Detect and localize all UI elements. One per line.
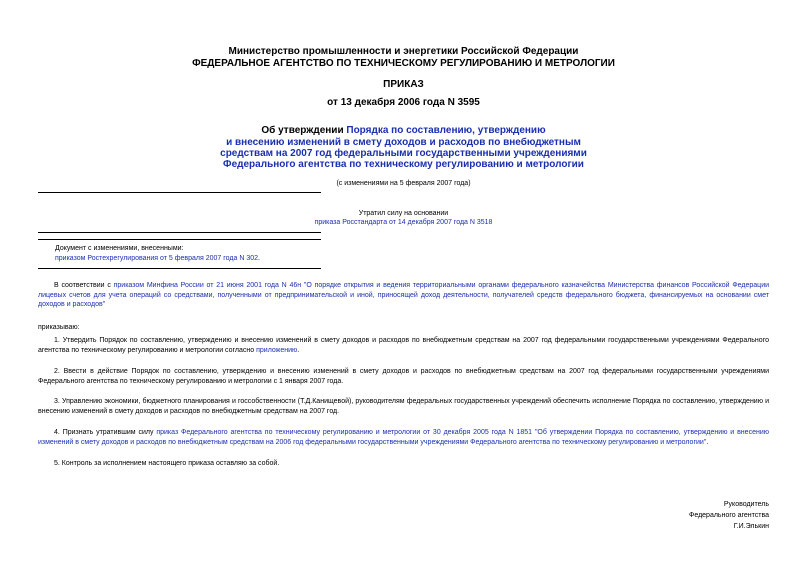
signature-role-1: Руководитель [723,501,769,508]
changes-tail: . [258,255,260,262]
item-4-tail: . [706,438,709,446]
divider [38,232,321,233]
divider [38,192,321,193]
document-title-line3[interactable]: средствам на 2007 год федеральными государственными учреждениями [220,148,587,159]
item-1-text: 1. Утвердить Порядок по составлению, утверждению и внесению изменений в смету доходов и расходов по внебюджетным средствам на 2007 год федеральными государственными учреждениями Федерального агентства по техническому регулированию и метрологии согласно [38,337,769,354]
document-title-line4[interactable]: Федерального агентства по техническому регулированию и метрологии [223,159,584,170]
changes-order-link[interactable]: приказом Ростехрегулирования от 5 февраля 2007 года N 302 [55,255,258,262]
order-item-5 [38,459,769,469]
changes-entry [55,254,260,263]
changes-label: Документ с изменениями, внесенными: [55,245,184,252]
item-2-text: 2. Ввести в действие Порядок по составлению, утверждению и внесению изменений в смету доходов и расходов по внебюджетным средствам на 2007 год федеральными государственными учреждениями Федерального агентства по техническому регулированию и метрологии с 1 января 2007 года. [38,368,769,385]
document-date-number: от 13 декабря 2006 года N 3595 [327,97,480,108]
item-4-text: 4. Признать утратившим силу [54,429,157,436]
amendments-note: (с изменениями на 5 февраля 2007 года) [336,180,471,187]
signature-name: Г.И.Элькин [733,523,769,530]
status-line: Утратил силу на основании [358,210,449,217]
order-item-3 [38,397,769,416]
order-item-1 [38,336,769,355]
preamble-text: В соответствии с [54,282,114,289]
divider [38,239,321,240]
divider [38,268,321,269]
repealed-order-link[interactable]: приказ Федерального агентства по техническому регулированию и метрологии от 30 декабря 2005 года N 1851 "Об утверждении Порядка по составлению, утверждению и внесению изменений в смету доходов и расходов по внебюджетным средствам на 2006 год федеральными государственными учреждениями Федерального агентства по техническому регулированию и метрологии" [38,429,769,446]
orders-word: приказываю: [38,324,80,331]
document-type: ПРИКАЗ [383,79,424,90]
item-3-text: 3. Управлению экономики, бюджетного планирования и госсобственности (Т.Д.Канищевой), руководителям федеральных государственных учреждений обеспечить исполнение Порядка по составлению, утверждению и внесению изменений в смету доходов и расходов по внебюджетным средствам на 2007 год. [38,398,769,415]
document-title-line1 [0,125,807,137]
title-prefix: Об утверждении [261,125,347,136]
repeal-order-link[interactable]: приказа Росстандарта от 14 декабря 2007 года N 3518 [314,219,493,226]
item-1-tail: . [297,346,300,354]
agency-name: ФЕДЕРАЛЬНОЕ АГЕНТСТВО ПО ТЕХНИЧЕСКОМУ РЕГУЛИРОВАНИЮ И МЕТРОЛОГИИ [192,58,615,69]
order-item-4 [38,428,769,447]
item-5-text: 5. Контроль за исполнением настоящего приказа оставляю за собой. [54,460,280,467]
appendix-link[interactable]: приложению [256,346,298,354]
title-procedure-link[interactable]: Порядка по составлению, утверждению [346,125,546,136]
signature-role-2: Федерального агентства [689,512,769,519]
minfin-order-link[interactable]: приказом Минфина России от 21 июня 2001 года N 46н "О порядке открытия и ведения территориальными органами федерального казначейства Министерства финансов Российской Федерации лицевых счетов для учета операций со средствами, полученными от предпринимательской и иной, приносящей доход деятельности, получателей средств федерального бюджета, финансируемых на основании смет доходов и расходов" [38,282,770,308]
order-item-2 [38,367,769,386]
document-title-line2[interactable]: и внесению изменений в смету доходов и расходов по внебюджетным [226,137,581,148]
ministry-name: Министерство промышленности и энергетики Российской Федерации [228,46,579,57]
preamble-paragraph [38,281,769,310]
